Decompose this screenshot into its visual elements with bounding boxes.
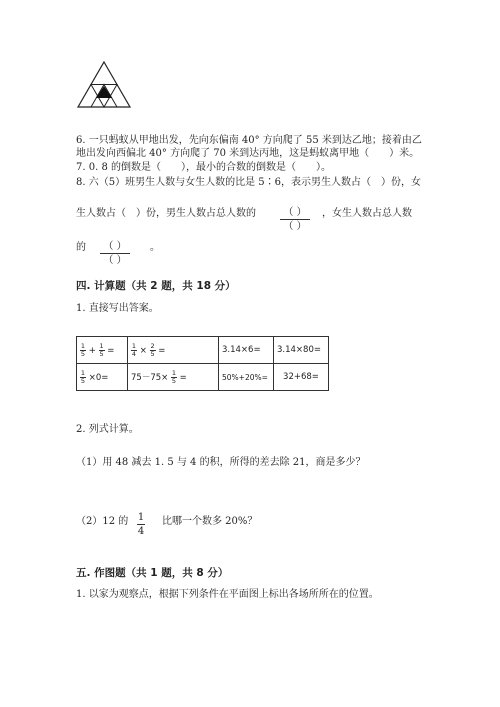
section4-q2-2-pre: （2）12 的 bbox=[76, 516, 129, 527]
q8-line3b: 。 bbox=[150, 242, 160, 253]
table-cell: $\frac{1}{5}$ + $\frac{1}{5}$ = bbox=[77, 337, 128, 364]
q8-line3a: 的 bbox=[76, 242, 86, 253]
q8-fraction-blank-1 bbox=[280, 200, 310, 232]
section4-title: 四. 计算题（共 2 题，共 18 分） bbox=[76, 280, 236, 292]
q8-line2a: 生人数占（ ）份，男生人数占总人数的 bbox=[76, 208, 256, 219]
fraction-numerator: 1 bbox=[137, 512, 145, 523]
q8-frac1-bottom: （ ） bbox=[283, 221, 307, 232]
q7-line: 7. 0. 8 的倒数是（ ），最小的合数的倒数是（ ）。 bbox=[76, 162, 331, 173]
q8-fraction-blank-2 bbox=[100, 234, 130, 266]
section4-q1-label: 1. 直接写出答案。 bbox=[76, 303, 159, 314]
q8-line2b: ，女生人数占总人数 bbox=[322, 208, 412, 219]
table-cell: 32+68= bbox=[274, 364, 329, 391]
section4-q2-2-post: 比哪一个数多 20%？ bbox=[162, 516, 258, 527]
q2-2-fraction bbox=[137, 505, 145, 537]
fraction-denominator: 4 bbox=[137, 526, 145, 537]
q8-frac2-bottom: （ ） bbox=[103, 255, 127, 266]
calc-table bbox=[76, 336, 329, 391]
q8-frac2-top: （ ） bbox=[103, 241, 127, 252]
section5-title: 五. 作图题（共 1 题，共 8 分） bbox=[76, 567, 229, 579]
section5-q1: 1. 以家为观察点，根据下列条件在平面图上标出各场所所在的位置。 bbox=[76, 589, 379, 600]
table-cell: $\frac{1}{4}$ × $\frac{2}{5}$ = bbox=[128, 337, 219, 364]
q6-line2: 地出发向西偏北 40° 方向爬了 70 米到达丙地，这是蚂蚁离甲地（ ）米。 bbox=[76, 148, 420, 159]
q8-frac1-top: （ ） bbox=[283, 207, 307, 218]
table-cell: 50%+20%= bbox=[219, 364, 274, 391]
q6-line1: 6. 一只蚂蚁从甲地出发，先向东偏南 40° 方向爬了 55 米到达乙地；接着由乙 bbox=[76, 135, 422, 146]
table-row bbox=[77, 337, 329, 364]
table-row bbox=[77, 364, 329, 391]
q8-line1: 8. 六（5）班男生人数与女生人数的比是 5∶6，表示男生人数占（ ）份，女 bbox=[76, 177, 421, 188]
section4-q2-label: 2. 列式计算。 bbox=[76, 424, 139, 435]
table-cell: 3.14×6= bbox=[219, 337, 274, 364]
table-cell: 3.14×80= bbox=[274, 337, 329, 364]
triangle-figure bbox=[76, 60, 132, 110]
table-cell: 75－75× $\frac{1}{5}$ = bbox=[128, 364, 219, 391]
table-cell: $\frac{1}{5}$ ×0= bbox=[77, 364, 128, 391]
section4-q2-1: （1）用 48 减去 1. 5 与 4 的积，所得的差去除 21，商是多少？ bbox=[76, 457, 366, 468]
